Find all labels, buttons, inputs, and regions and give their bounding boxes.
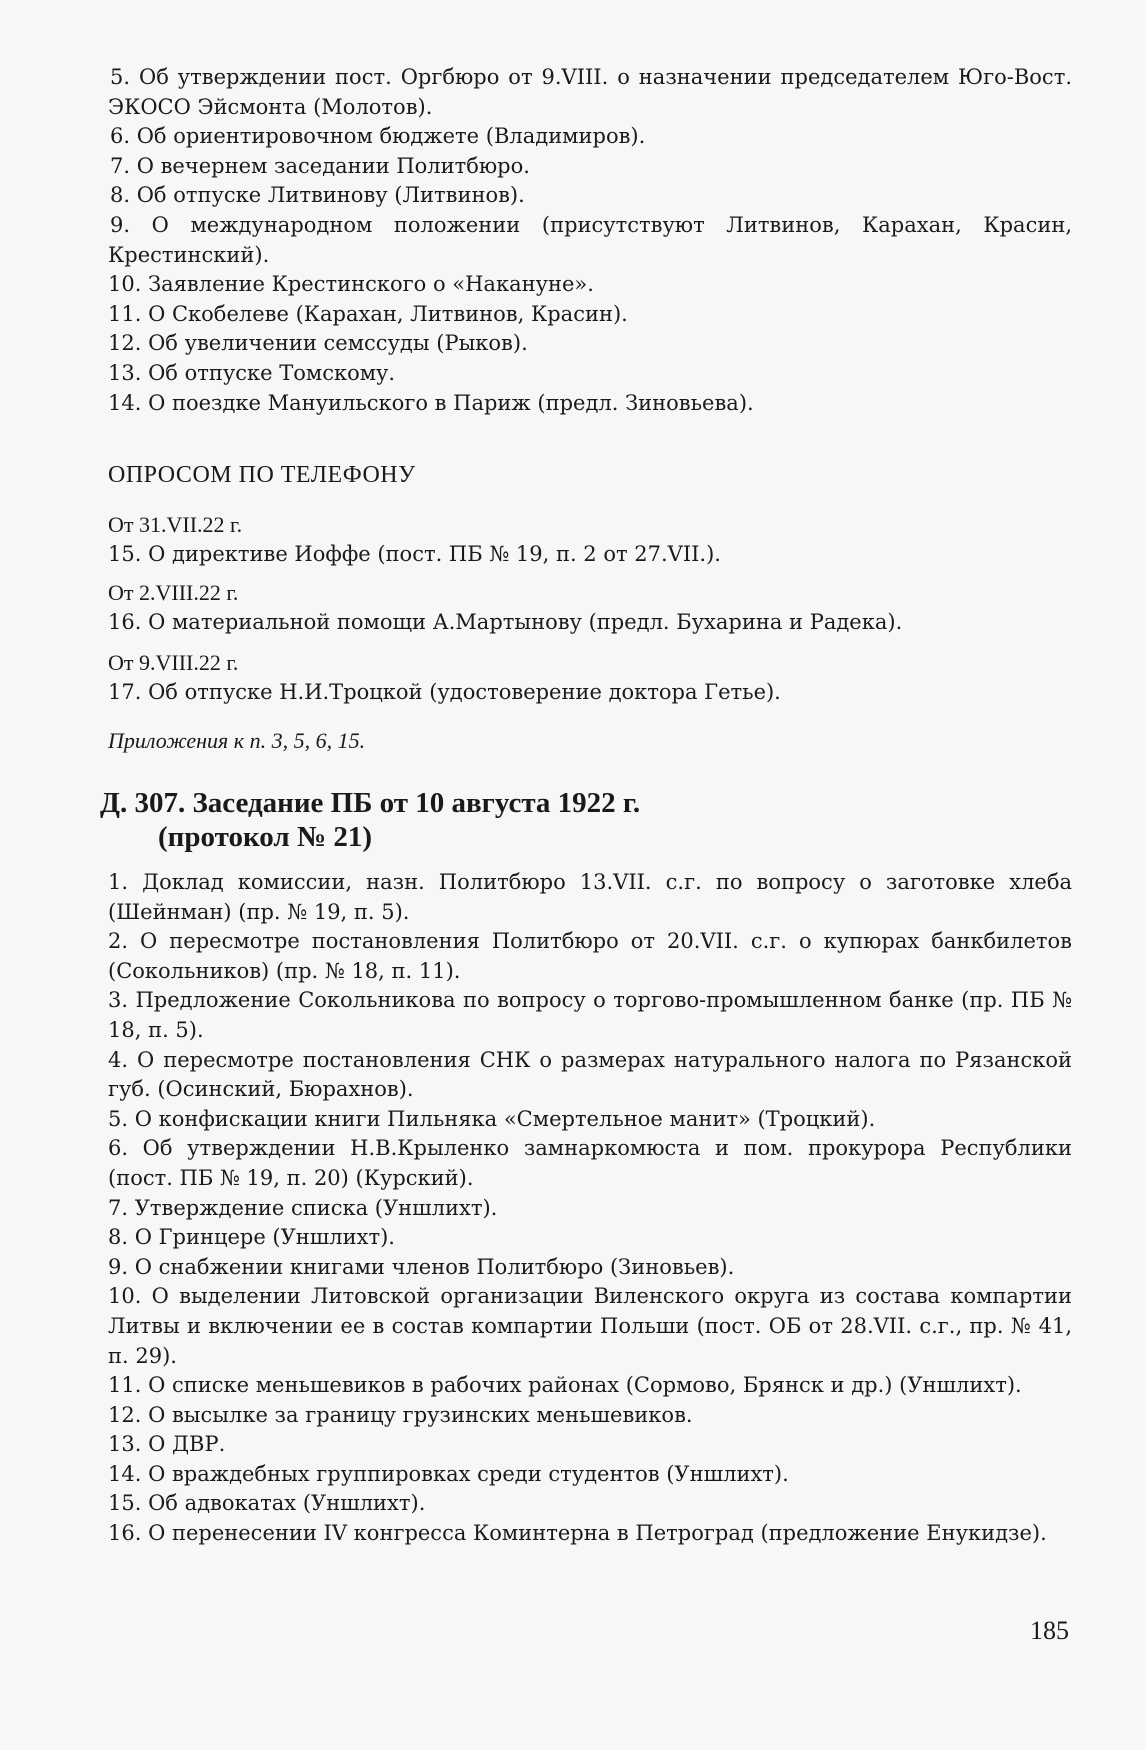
agenda-item: 12. Об увеличении семссуды (Рыков). [108, 331, 528, 356]
agenda-item: 2. О пересмотре постановления Политбюро от 20.VII. с.г. о купюрах банкбилетов (Сокольников) (пр. № 18, п. 11). [108, 929, 1072, 983]
agenda-list-top [108, 63, 1072, 418]
agenda-item: 8. О Гринцере (Уншлихт). [108, 1225, 395, 1250]
phone-poll-items-2 [108, 578, 1072, 638]
agenda-item: 14. О поездке Мануильского в Париж (предл. Зиновьева). [108, 390, 754, 415]
phone-poll-section [108, 460, 1072, 490]
agenda-item: 16. О перенесении IV конгресса Коминтерна в Петроград (предложение Енукидзе). [108, 1521, 1047, 1546]
agenda-item: 16. О материальной помощи А.Мартынову (предл. Бухарина и Радека). [108, 610, 903, 634]
agenda-item: 5. Об утверждении пост. Оргбюро от 9.VIII. о назначении председателем Юго-Вост. ЭКОСО Эйсмонта (Молотов). [108, 65, 1072, 119]
agenda-item: 15. О директиве Иоффе (пост. ПБ № 19, п. 2 от 27.VII.). [108, 542, 721, 566]
phone-poll-heading: ОПРОСОМ ПО ТЕЛЕФОНУ [108, 462, 416, 488]
section-heading [100, 786, 1080, 854]
agenda-item: 3. Предложение Сокольникова по вопросу о торгово-промышленном банке (пр. ПБ № 18, п. 5). [108, 988, 1072, 1042]
agenda-item: 14. О враждебных группировках среди студентов (Уншлихт). [108, 1461, 789, 1486]
phone-poll-items-3 [108, 648, 1072, 708]
agenda-item: 1. Доклад комиссии, назн. Политбюро 13.VII. с.г. по вопросу о заготовке хлеба (Шейнман) (пр. № 19, п. 5). [108, 870, 1072, 924]
poll-date: От 2.VIII.22 г. [108, 580, 239, 605]
agenda-item: 11. О списке меньшевиков в рабочих районах (Сормово, Брянск и др.) (Уншлихт). [108, 1373, 1022, 1398]
agenda-item: 11. О Скобелеве (Карахан, Литвинов, Красин). [108, 301, 628, 326]
poll-date: От 9.VIII.22 г. [108, 650, 239, 675]
agenda-item: 9. О международном положении (присутствуют Литвинов, Карахан, Красин, Крестинский). [108, 212, 1072, 267]
agenda-item: 7. О вечернем заседании Политбюро. [110, 153, 530, 178]
appendix-note [108, 726, 1072, 756]
appendix-text: Приложения к п. 3, 5, 6, 15. [108, 728, 366, 753]
agenda-item: 4. О пересмотре постановления СНК о размерах натурального налога по Рязанской губ. (Осинский, Бюрахнов). [108, 1047, 1072, 1102]
agenda-item: 8. Об отпуске Литвинову (Литвинов). [110, 183, 525, 208]
agenda-item: 13. Об отпуске Томскому. [108, 360, 396, 385]
poll-date: От 31.VII.22 г. [108, 512, 243, 537]
agenda-item: 7. Утверждение списка (Уншлихт). [108, 1195, 498, 1220]
phone-poll-items [108, 510, 1072, 570]
agenda-item: 9. О снабжении книгами членов Политбюро (Зиновьев). [108, 1254, 735, 1279]
agenda-item: 6. Об утверждении Н.В.Крыленко замнаркомюста и пом. прокурора Республики (пост. ПБ № 19, п. 20) (Курский). [108, 1136, 1072, 1190]
agenda-item: 12. О высылке за границу грузинских меньшевиков. [108, 1402, 693, 1427]
agenda-item: 15. Об адвокатах (Уншлихт). [108, 1491, 426, 1516]
section-subtitle: (протокол № 21) [158, 821, 372, 853]
agenda-item: 10. О выделении Литовской организации Виленского округа из состава компартии Литвы и включении ее в состав компартии Польши (пост. ОБ от 28.VII. с.г., пр. № 41, п. 29). [108, 1284, 1072, 1368]
agenda-item: 17. Об отпуске Н.И.Троцкой (удостоверение доктора Гетье). [108, 680, 781, 704]
agenda-item: 6. Об ориентировочном бюджете (Владимиров). [110, 124, 646, 149]
page-number: 185 [1030, 1616, 1069, 1645]
agenda-item: 10. Заявление Крестинского о «Накануне». [108, 272, 594, 297]
agenda-item: 13. О ДВР. [108, 1432, 226, 1457]
agenda-list-bottom [108, 868, 1072, 1549]
section-title: Д. 307. Заседание ПБ от 10 августа 1922 г. [100, 787, 641, 819]
agenda-item: 5. О конфискации книги Пильняка «Смертельное манит» (Троцкий). [108, 1106, 876, 1131]
